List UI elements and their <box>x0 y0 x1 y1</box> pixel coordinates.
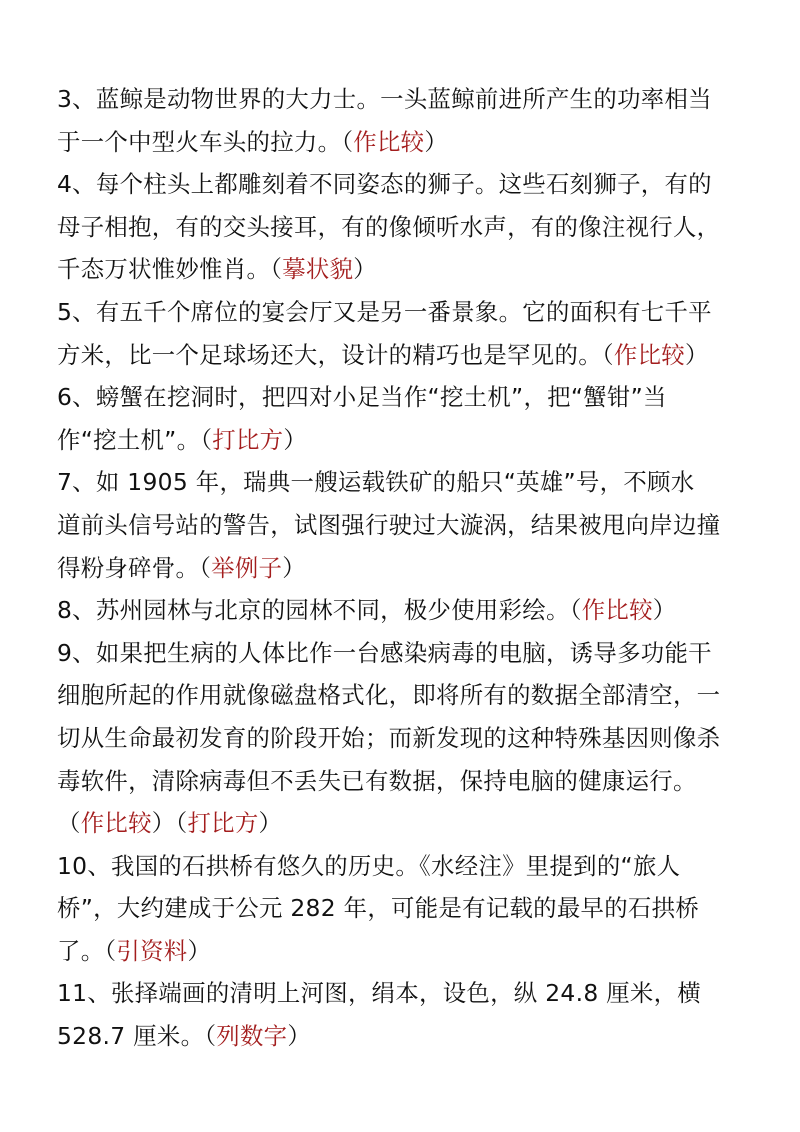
text-line <box>57 334 747 377</box>
body-text: 528.7 厘米。（ <box>57 1022 217 1051</box>
body-text: 6、螃蟹在挖洞时，把四对小足当作“挖土机”，把“蟹钳”当 <box>57 383 667 412</box>
text-line <box>57 589 747 632</box>
method-tag: 作比较 <box>613 340 685 369</box>
example-item-7 <box>57 461 747 589</box>
text-line <box>57 1015 747 1058</box>
body-text: 3、蓝鲸是动物世界的大力士。一头蓝鲸前进所产生的功率相当 <box>57 85 712 113</box>
method-tag: 摹状貌 <box>282 255 354 284</box>
text-line <box>57 206 747 249</box>
body-text: ） <box>287 1022 312 1051</box>
method-tag: 作比较 <box>80 809 152 838</box>
body-text: 10、我国的石拱桥有悠久的历史。《水经注》里提到的“旅人 <box>57 851 681 880</box>
method-tag: 引资料 <box>116 936 188 965</box>
body-text: 11、张择端画的清明上河图，绢本，设色，纵 24.8 厘米，横 <box>57 979 701 1008</box>
method-tag: 打比方 <box>187 809 259 838</box>
body-text: 毒软件，清除病毒但不丢失已有数据，保持电脑的健康运行。 <box>57 766 697 795</box>
text-line <box>57 121 747 164</box>
body-text: ） <box>258 809 283 838</box>
body-text: 切从生命最初发育的阶段开始；而新发现的这种特殊基因则像杀 <box>57 723 721 752</box>
body-text: 千态万状惟妙惟肖。（ <box>57 255 283 284</box>
body-text: ） <box>283 425 308 454</box>
body-text: ） <box>282 553 306 582</box>
body-text: 作“挖土机”。（ <box>57 425 213 454</box>
method-tag: 列数字 <box>216 1022 288 1051</box>
body-text: （ <box>57 809 81 838</box>
body-text: 了。（ <box>57 936 117 965</box>
text-line <box>57 78 747 121</box>
body-text: ） <box>684 340 709 369</box>
body-text: ） <box>652 596 677 625</box>
text-line <box>57 674 747 717</box>
example-item-5 <box>57 291 747 376</box>
example-item-9 <box>57 632 747 845</box>
text-line <box>57 632 747 675</box>
text-line <box>57 930 747 973</box>
text-line <box>57 163 747 206</box>
example-item-10 <box>57 845 747 973</box>
example-item-3 <box>57 78 747 163</box>
body-text: 5、有五千个席位的宴会厅又是另一番景象。它的面积有七千平 <box>57 297 712 326</box>
text-line <box>57 845 747 888</box>
text-line <box>57 248 747 291</box>
document-page <box>57 78 747 1058</box>
body-text: ） <box>353 255 377 284</box>
example-item-11 <box>57 972 747 1057</box>
body-text: 桥”，大约建成于公元 282 年，可能是有记载的最早的石拱桥 <box>57 894 700 923</box>
body-text: 于一个中型火车头的拉力。（ <box>57 127 354 156</box>
body-text: ） <box>187 936 212 965</box>
text-line <box>57 887 747 930</box>
text-line <box>57 717 747 760</box>
body-text: 4、每个柱头上都雕刻着不同姿态的狮子。这些石刻狮子，有的 <box>57 170 712 199</box>
text-line <box>57 376 747 419</box>
text-line <box>57 461 747 504</box>
method-tag: 打比方 <box>212 425 284 454</box>
text-line <box>57 760 747 803</box>
method-tag: 举例子 <box>211 553 283 582</box>
body-text: 8、苏州园林与北京的园林不同，极少使用彩绘。（ <box>57 596 582 625</box>
text-line <box>57 802 747 845</box>
method-tag: 作比较 <box>581 596 653 625</box>
text-line <box>57 547 747 590</box>
example-item-6 <box>57 376 747 461</box>
body-text: 方米，比一个足球场还大，设计的精巧也是罕见的。（ <box>57 340 614 369</box>
text-line <box>57 504 747 547</box>
body-text: 7、如 1905 年，瑞典一艘运载铁矿的船只“英雄”号，不顾水 <box>57 468 695 497</box>
example-item-8 <box>57 589 747 632</box>
example-item-4 <box>57 163 747 291</box>
text-line <box>57 972 747 1015</box>
body-text: 母子相抱，有的交头接耳，有的像倾听水声，有的像注视行人， <box>57 212 721 241</box>
method-tag: 作比较 <box>353 127 425 156</box>
body-text: ）（ <box>151 809 188 838</box>
body-text: 细胞所起的作用就像磁盘格式化，即将所有的数据全部清空，一 <box>57 681 721 710</box>
body-text: 道前头信号站的警告，试图强行驶过大漩涡，结果被甩向岸边撞 <box>57 510 721 539</box>
body-text: 得粉身碎骨。（ <box>57 553 212 582</box>
body-text: ） <box>424 127 449 156</box>
text-line <box>57 291 747 334</box>
body-text: 9、如果把生病的人体比作一台感染病毒的电脑，诱导多功能干 <box>57 638 712 667</box>
text-line <box>57 419 747 462</box>
